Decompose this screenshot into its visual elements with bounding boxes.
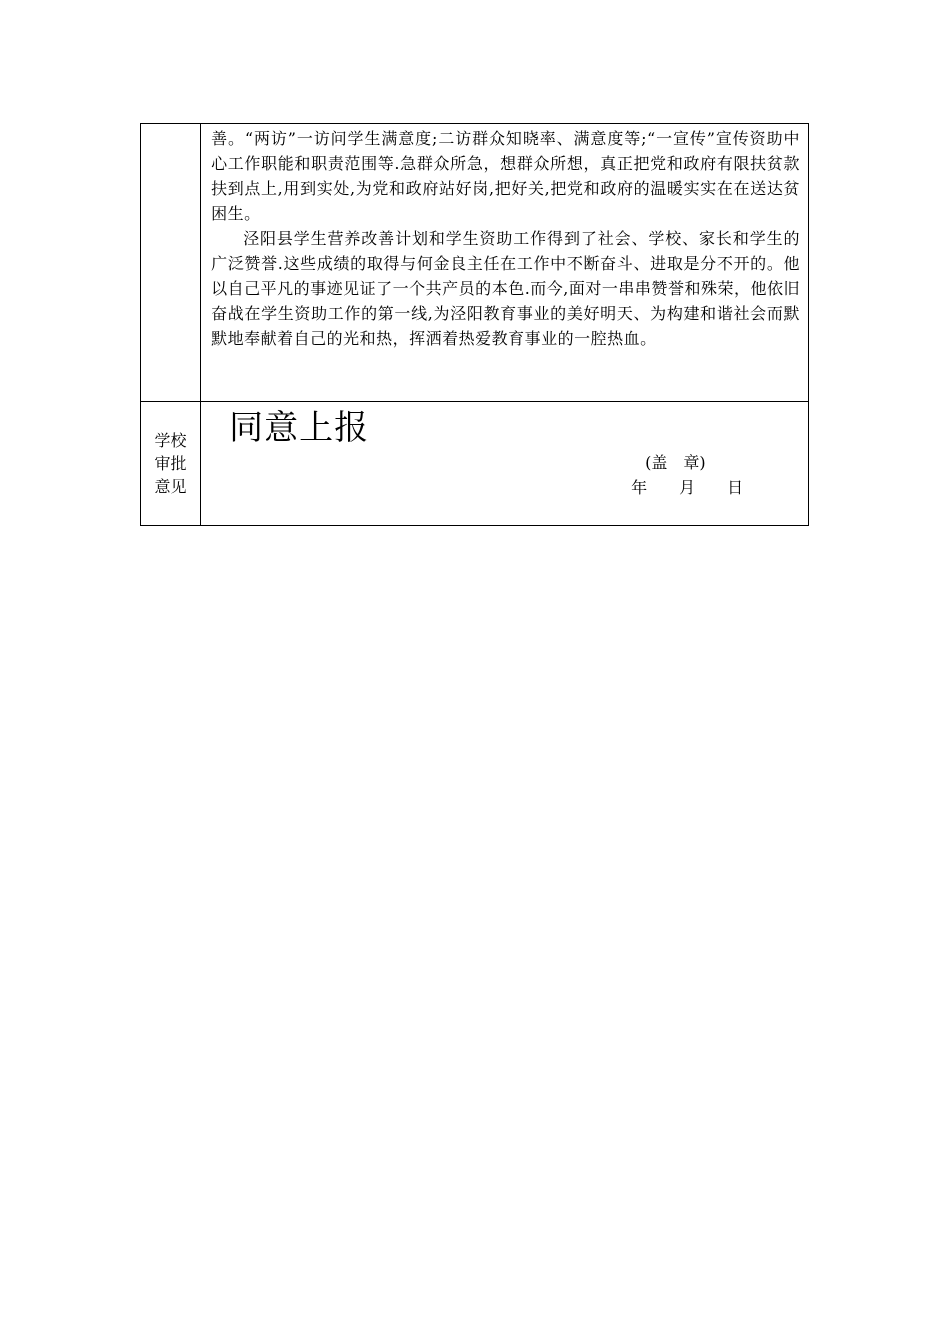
deeds-row [141, 124, 809, 402]
application-form-table [140, 123, 809, 526]
approval-label-line-1: 学校 [154, 431, 187, 450]
approval-label-cell [141, 402, 201, 526]
deeds-paragraph-2: 泾阳县学生营养改善计划和学生资助工作得到了社会、学校、家长和学生的广泛赞誉.这些成绩的取得与何金良主任在工作中不断奋斗、进取是分不开的。他以自己平凡的事迹见证了一个共产员的本色.而今,面对一串串赞誉和殊荣，他依旧奋战在学生资助工作的第一线,为泾阳教育事业的美好明天、为构建和谐社会而默默地奉献着自己的光和热，挥洒着热爱教育事业的一腔热血。 [211, 229, 800, 348]
deeds-paragraph-1: 善。“两访”一访问学生满意度;二访群众知晓率、满意度等;“一宣传”宣传资助中心工作职能和职责范围等.急群众所急，想群众所想，真正把党和政府有限扶贫款扶到点上,用到实处,为党和政府站好岗,把好关,把党和政府的温暖实实在在送达贫困生。 [211, 129, 800, 223]
deeds-label-cell [141, 124, 201, 402]
approval-label-line-2: 审批 [154, 454, 187, 473]
approval-content-cell [201, 402, 809, 526]
approval-row [141, 402, 809, 526]
date-placeholder: 年 月 日 [631, 478, 744, 497]
seal-placeholder: (盖 章) [645, 453, 706, 472]
approval-label-line-3: 意见 [154, 477, 187, 496]
deeds-text-cell [201, 124, 809, 402]
approval-opinion: 同意上报 [229, 408, 370, 448]
